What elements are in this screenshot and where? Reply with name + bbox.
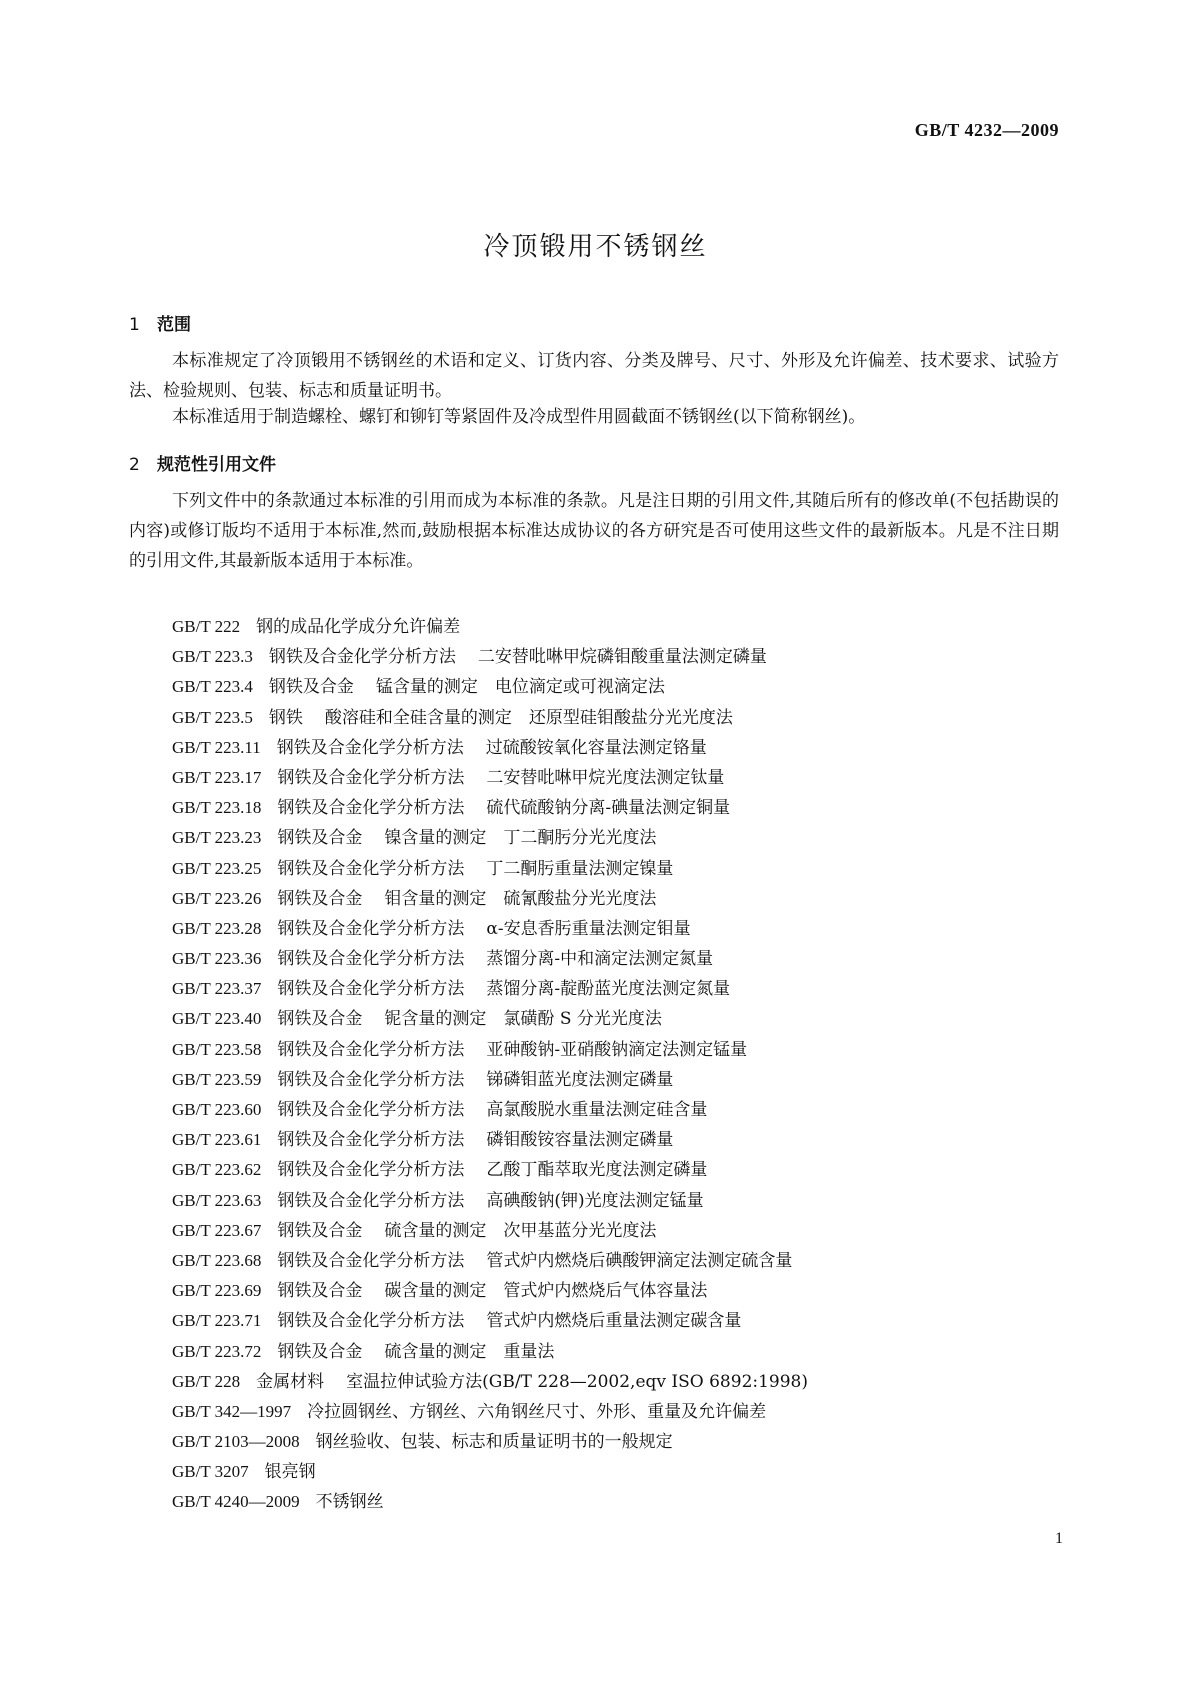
reference-item bbox=[172, 1186, 808, 1216]
reference-item bbox=[172, 1095, 808, 1125]
reference-item bbox=[172, 914, 808, 944]
section-1-number: 1 bbox=[129, 315, 140, 335]
reference-item bbox=[172, 1004, 808, 1034]
section-2-title: 规范性引用文件 bbox=[157, 455, 276, 475]
section-2-intro: 下列文件中的条款通过本标准的引用而成为本标准的条款。凡是注日期的引用文件,其随后所有的修改单(不包括勘误的内容)或修订版均不适用于本标准,然而,鼓励根据本标准达成协议的各方研究是否可使用这些文件的最新版本。凡是不注日期的引用文件,其最新版本适用于本标准。 bbox=[129, 491, 1059, 571]
document-title: 冷顶锻用不锈钢丝 bbox=[483, 232, 708, 262]
reference-title: 钢铁及合金化学分析方法 bbox=[277, 767, 465, 788]
reference-title: 银亮钢 bbox=[264, 1462, 316, 1483]
reference-code: GB/T 223.37 bbox=[172, 979, 262, 999]
reference-subtitle: 高氯酸脱水重量法测定硅含量 bbox=[486, 1100, 708, 1120]
reference-title: 钢铁及合金化学分析方法 bbox=[277, 1160, 465, 1181]
reference-item bbox=[172, 1216, 808, 1246]
reference-title: 钢铁及合金化学分析方法 bbox=[277, 1250, 465, 1271]
reference-subtitle: 蒸馏分离-中和滴定法测定氮量 bbox=[486, 949, 714, 970]
reference-title: 钢铁及合金化学分析方法 bbox=[277, 1130, 465, 1151]
reference-code: GB/T 223.72 bbox=[172, 1341, 262, 1361]
reference-code: GB/T 4240—2009 bbox=[172, 1492, 300, 1512]
reference-title: 钢铁及合金 bbox=[277, 1281, 363, 1302]
reference-code: GB/T 223.26 bbox=[172, 888, 262, 908]
reference-title: 钢铁及合金化学分析方法 bbox=[277, 918, 465, 939]
reference-code: GB/T 223.11 bbox=[172, 737, 261, 757]
reference-item bbox=[172, 1125, 808, 1155]
reference-title: 钢铁及合金化学分析方法 bbox=[277, 798, 465, 819]
reference-title: 钢铁及合金 bbox=[268, 677, 354, 698]
reference-item bbox=[172, 1246, 808, 1276]
section-2-number: 2 bbox=[129, 455, 140, 475]
reference-item bbox=[172, 1035, 808, 1065]
reference-subtitle: 锑磷钼蓝光度法测定磷量 bbox=[486, 1069, 674, 1090]
reference-item bbox=[172, 854, 808, 884]
reference-subtitle: 碳含量的测定 管式炉内燃烧后气体容量法 bbox=[384, 1281, 708, 1302]
section-1-heading bbox=[129, 310, 191, 335]
reference-item bbox=[172, 1367, 808, 1397]
reference-title: 不锈钢丝 bbox=[315, 1492, 384, 1513]
reference-item bbox=[172, 1155, 808, 1185]
reference-subtitle: 过硫酸铵氧化容量法测定铬量 bbox=[485, 737, 707, 758]
reference-title: 钢铁及合金化学分析方法 bbox=[277, 949, 465, 970]
reference-title: 钢铁及合金化学分析方法 bbox=[277, 1190, 465, 1211]
reference-title: 金属材料 bbox=[256, 1371, 325, 1392]
reference-subtitle: 钼含量的测定 硫氰酸盐分光光度法 bbox=[384, 888, 657, 909]
reference-item bbox=[172, 823, 808, 853]
reference-code: GB/T 223.67 bbox=[172, 1220, 262, 1240]
reference-item bbox=[172, 944, 808, 974]
reference-title: 钢铁及合金化学分析方法 bbox=[277, 858, 465, 879]
reference-code: GB/T 223.5 bbox=[172, 707, 253, 727]
reference-code: GB/T 223.23 bbox=[172, 828, 262, 848]
reference-code: GB/T 223.59 bbox=[172, 1069, 262, 1089]
reference-subtitle: 高碘酸钠(钾)光度法测定锰量 bbox=[486, 1190, 704, 1211]
reference-code: GB/T 223.18 bbox=[172, 798, 262, 818]
reference-subtitle: 丁二酮肟重量法测定镍量 bbox=[486, 858, 674, 879]
reference-title: 钢铁及合金化学分析方法 bbox=[277, 1311, 465, 1332]
document-code: GB/T 4232—2009 bbox=[914, 120, 1059, 140]
reference-title: 钢铁及合金 bbox=[277, 828, 363, 849]
reference-code: GB/T 3207 bbox=[172, 1462, 249, 1482]
reference-item bbox=[172, 672, 808, 702]
reference-item bbox=[172, 642, 808, 672]
section-2-heading bbox=[129, 450, 276, 475]
reference-item bbox=[172, 1306, 808, 1336]
reference-item bbox=[172, 763, 808, 793]
reference-subtitle: 乙酸丁酯萃取光度法测定磷量 bbox=[486, 1160, 708, 1181]
reference-title: 钢丝验收、包装、标志和质量证明书的一般规定 bbox=[315, 1432, 673, 1453]
reference-code: GB/T 223.3 bbox=[172, 647, 253, 667]
reference-item bbox=[172, 733, 808, 763]
reference-subtitle: 管式炉内燃烧后碘酸钾滴定法测定硫含量 bbox=[486, 1250, 793, 1271]
reference-code: GB/T 223.68 bbox=[172, 1250, 262, 1270]
page-number: 1 bbox=[1055, 1530, 1063, 1547]
reference-subtitle: 硫含量的测定 重量法 bbox=[384, 1341, 555, 1362]
reference-title: 钢铁及合金 bbox=[277, 1009, 363, 1030]
reference-code: GB/T 342—1997 bbox=[172, 1401, 292, 1421]
reference-item bbox=[172, 1427, 808, 1457]
reference-subtitle: α-安息香肟重量法测定钼量 bbox=[486, 918, 691, 939]
section-1-title: 范围 bbox=[157, 315, 191, 335]
reference-subtitle: 磷钼酸铵容量法测定磷量 bbox=[486, 1130, 674, 1151]
reference-subtitle: 管式炉内燃烧后重量法测定碳含量 bbox=[486, 1311, 742, 1332]
reference-item bbox=[172, 974, 808, 1004]
reference-title: 钢铁及合金化学分析方法 bbox=[277, 1069, 465, 1090]
reference-title: 钢铁及合金化学分析方法 bbox=[277, 979, 465, 1000]
reference-code: GB/T 222 bbox=[172, 617, 241, 636]
reference-code: GB/T 223.63 bbox=[172, 1190, 262, 1210]
reference-title: 钢铁及合金化学分析方法 bbox=[268, 647, 456, 668]
reference-title: 钢铁及合金 bbox=[277, 1220, 363, 1241]
reference-title: 钢铁及合金化学分析方法 bbox=[276, 737, 464, 758]
reference-code: GB/T 223.25 bbox=[172, 858, 262, 878]
reference-item bbox=[172, 612, 808, 642]
section-1-paragraph-1: 本标准规定了冷顶锻用不锈钢丝的术语和定义、订货内容、分类及牌号、尺寸、外形及允许偏差、技术要求、试验方法、检验规则、包装、标志和质量证明书。 bbox=[129, 351, 1059, 401]
reference-subtitle: 亚砷酸钠-亚硝酸钠滴定法测定锰量 bbox=[486, 1039, 748, 1060]
reference-item bbox=[172, 703, 808, 733]
reference-item bbox=[172, 1065, 808, 1095]
reference-title: 钢铁及合金化学分析方法 bbox=[277, 1100, 465, 1120]
reference-subtitle: 二安替吡啉甲烷光度法测定钛量 bbox=[486, 767, 725, 788]
reference-code: GB/T 223.28 bbox=[172, 918, 262, 938]
reference-subtitle: 酸溶硅和全硅含量的测定 还原型硅钼酸盐分光光度法 bbox=[324, 707, 733, 728]
reference-title: 钢的成品化学成分允许偏差 bbox=[256, 617, 461, 637]
reference-title: 钢铁及合金 bbox=[277, 1341, 363, 1362]
reference-code: GB/T 223.17 bbox=[172, 767, 262, 787]
reference-subtitle: 锰含量的测定 电位滴定或可视滴定法 bbox=[375, 677, 665, 698]
reference-subtitle: 室温拉伸试验方法(GB/T 228—2002,eqv ISO 6892:1998) bbox=[346, 1371, 809, 1392]
reference-item bbox=[172, 793, 808, 823]
reference-subtitle: 二安替吡啉甲烷磷钼酸重量法测定磷量 bbox=[477, 647, 767, 668]
reference-code: GB/T 223.71 bbox=[172, 1311, 262, 1331]
reference-item bbox=[172, 1276, 808, 1306]
section-1-paragraph-2: 本标准适用于制造螺栓、螺钉和铆钉等紧固件及冷成型件用圆截面不锈钢丝(以下简称钢丝)。 bbox=[172, 407, 866, 427]
reference-code: GB/T 228 bbox=[172, 1371, 241, 1391]
reference-subtitle: 硫含量的测定 次甲基蓝分光光度法 bbox=[384, 1220, 657, 1241]
reference-code: GB/T 223.58 bbox=[172, 1039, 262, 1059]
reference-title: 冷拉圆钢丝、方钢丝、六角钢丝尺寸、外形、重量及允许偏差 bbox=[307, 1401, 767, 1422]
reference-code: GB/T 223.61 bbox=[172, 1130, 262, 1150]
reference-code: GB/T 223.62 bbox=[172, 1160, 262, 1180]
reference-item bbox=[172, 1487, 808, 1517]
reference-item bbox=[172, 1337, 808, 1367]
reference-item bbox=[172, 884, 808, 914]
reference-item bbox=[172, 1397, 808, 1427]
reference-code: GB/T 223.40 bbox=[172, 1009, 262, 1029]
reference-title: 钢铁及合金化学分析方法 bbox=[277, 1039, 465, 1060]
reference-code: GB/T 223.60 bbox=[172, 1100, 262, 1119]
reference-subtitle: 硫代硫酸钠分离-碘量法测定铜量 bbox=[486, 798, 731, 819]
reference-title: 钢铁 bbox=[268, 707, 303, 728]
reference-title: 钢铁及合金 bbox=[277, 888, 363, 909]
reference-subtitle: 蒸馏分离-靛酚蓝光度法测定氮量 bbox=[486, 979, 731, 1000]
reference-code: GB/T 2103—2008 bbox=[172, 1432, 300, 1452]
reference-item bbox=[172, 1457, 808, 1487]
reference-subtitle: 镍含量的测定 丁二酮肟分光光度法 bbox=[384, 828, 657, 849]
reference-code: GB/T 223.4 bbox=[172, 677, 253, 697]
reference-code: GB/T 223.69 bbox=[172, 1281, 262, 1301]
reference-subtitle: 铌含量的测定 氯磺酚 S 分光光度法 bbox=[384, 1009, 662, 1030]
reference-code: GB/T 223.36 bbox=[172, 949, 262, 969]
normative-references-list bbox=[172, 612, 808, 1518]
